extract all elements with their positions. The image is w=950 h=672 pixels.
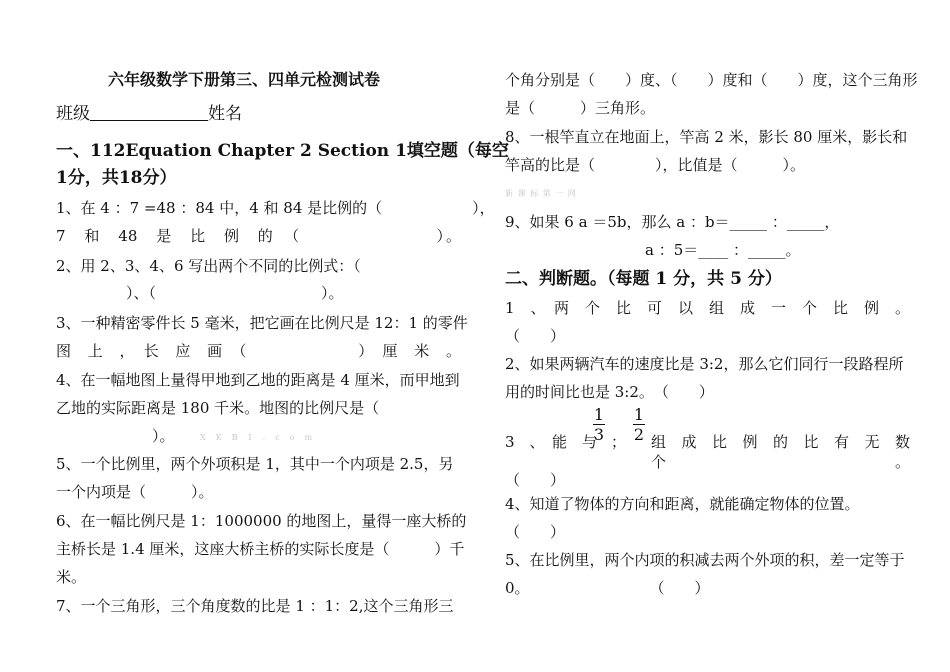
- question-line: a ：5＝____ ：_____。: [645, 241, 801, 259]
- section1-heading: 一、112Equation Chapter 2 Section 1填空题（每空: [56, 141, 509, 161]
- judge-line: 组 成 比 例 的 比 有 无 数 个 。: [651, 433, 926, 471]
- class-blank: [90, 104, 208, 121]
- judge-line: 5、在比例里，两个内项的积减去两个外项的积，差一定等于: [505, 551, 905, 569]
- judge-line: （ ）: [505, 471, 566, 489]
- question-line: 7、一个三角形，三个角度数的比是 1 ：1：2,这个三角形三: [56, 597, 454, 615]
- question-line: 7 和 48 是 比 例 的 （ ）。: [56, 227, 461, 245]
- question-line: 8、一根竿直立在地面上，竿高 2 米，影长 80 厘米，影长和: [505, 128, 908, 146]
- question-line: 一个内项是（ ）。: [56, 483, 214, 501]
- watermark: 新 课 标 第 一 网: [505, 189, 577, 198]
- class-label: 班级: [56, 104, 90, 124]
- question-line: 1、在 4 ：7 =48 ：84 中，4 和 84 是比例的（ ），: [56, 199, 495, 217]
- page-title: 六年级数学下册第三、四单元检测试卷: [108, 70, 381, 89]
- watermark: X K B 1 . c o m: [200, 433, 314, 442]
- question-line: 2、用 2、3、4、6 写出两个不同的比例式：（: [56, 257, 361, 275]
- section2-heading: 二、判断题。（每题 1 分，共 5 分）: [505, 269, 782, 289]
- fraction-separator: ；: [611, 433, 627, 451]
- name-label: 姓名: [208, 104, 242, 124]
- judge-line: 1 、 两 个 比 可 以 组 成 一 个 比 例 。: [505, 299, 910, 317]
- section1-heading-2: 1分，共18分）: [56, 168, 177, 188]
- judge-line: 3 、 能 与: [505, 433, 598, 451]
- judge-line: （ ）: [505, 523, 566, 541]
- question-line: 9、如果 6 a ＝5b，那么 a ：b＝_____ ：_____，: [505, 213, 840, 231]
- judge-line: 用的时间比也是 3:2。 （ ）: [505, 383, 714, 401]
- question-line: ）。: [122, 427, 175, 445]
- question-line: 3、一种精密零件长 5 毫米，把它画在比例尺是 12：1 的零件: [56, 314, 468, 332]
- judge-line: 4、知道了物体的方向和距离，就能确定物体的位置。: [505, 495, 860, 513]
- fraction-denominator: 2: [633, 425, 645, 444]
- question-line: 6、在一幅比例尺是 1：1000000 的地图上，量得一座大桥的: [56, 512, 467, 530]
- question-line: 4、在一幅地图上量得甲地到乙地的距离是 4 厘米，而甲地到: [56, 371, 460, 389]
- question-line: 5、一个比例里，两个外项积是 1，其中一个内项是 2.5，另: [56, 455, 454, 473]
- question-line: 乙地的实际距离是 180 千米。地图的比例尺是（: [56, 399, 380, 417]
- judge-line: 2、如果两辆汽车的速度比是 3:2，那么它们同行一段路程所: [505, 355, 904, 373]
- question-line: 主桥长是 1.4 厘米，这座大桥主桥的实际长度是（ ）千: [56, 540, 465, 558]
- question-line: 米。: [56, 568, 87, 586]
- fraction-one-half: [633, 406, 645, 443]
- judge-line: （ ）: [505, 327, 566, 345]
- question-line: 图 上 ， 长 应 画 （ ） 厘 米 。: [56, 342, 461, 360]
- question-line: 竿高的比是（ ），比值是（ ）。: [505, 156, 806, 174]
- question-line: 是（ ）三角形。: [505, 99, 656, 117]
- question-line: ）、（ ）。: [96, 284, 344, 302]
- class-name-line: [56, 104, 242, 124]
- fraction-denominator: 3: [593, 425, 605, 444]
- fraction-one-third: [593, 406, 605, 443]
- fraction-numerator: 1: [593, 405, 605, 424]
- fraction-numerator: 1: [633, 405, 645, 424]
- question-line: 个角分别是（ ）度、（ ）度和（ ）度，这个三角形: [505, 71, 918, 89]
- judge-line: 0。 （ ）: [505, 579, 710, 597]
